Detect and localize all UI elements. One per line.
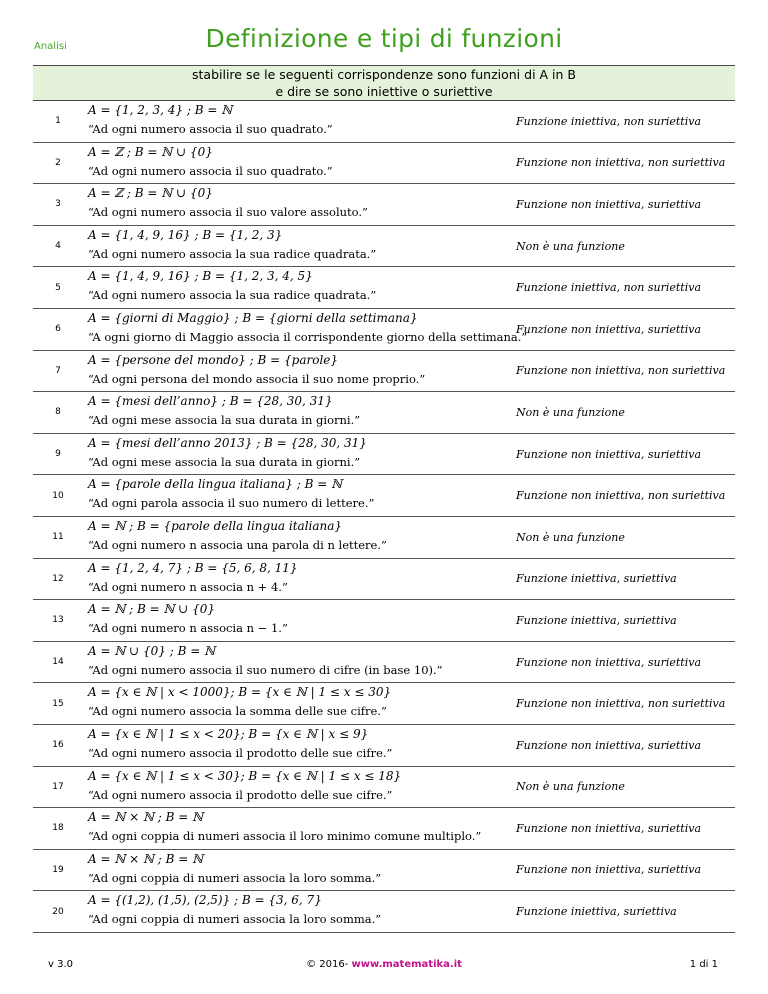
row-number: 11 bbox=[52, 532, 64, 543]
row-answer: Funzione non iniettiva, suriettiva bbox=[516, 655, 702, 669]
page-title: Definizione e tipi di funzioni bbox=[205, 24, 563, 53]
row-number: 2 bbox=[55, 157, 61, 168]
row-description: “Ad ogni numero n associa n − 1.” bbox=[88, 621, 288, 636]
table-row bbox=[33, 600, 735, 642]
row-description: “Ad ogni numero n associa una parola di n lettere.” bbox=[88, 537, 387, 552]
row-number: 17 bbox=[52, 781, 64, 792]
table-row bbox=[33, 475, 735, 517]
row-sets: A = {1, 2, 3, 4} ; B = ℕ bbox=[88, 103, 233, 117]
row-answer: Funzione non iniettiva, suriettiva bbox=[516, 863, 702, 877]
row-answer: Funzione non iniettiva, suriettiva bbox=[516, 447, 702, 461]
table-row bbox=[33, 267, 735, 309]
row-sets: A = ℕ ; B = ℕ ∪ {0} bbox=[88, 602, 216, 617]
row-answer: Funzione iniettiva, non suriettiva bbox=[516, 114, 702, 128]
row-sets: A = {mesi dell’anno} ; B = {28, 30, 31} bbox=[88, 394, 333, 409]
row-sets: A = {x ∈ ℕ | 1 ≤ x < 30}; B = {x ∈ ℕ | 1 ≤ x ≤ 18} bbox=[88, 768, 402, 783]
row-answer: Funzione iniettiva, suriettiva bbox=[516, 572, 677, 586]
table-row bbox=[33, 725, 735, 767]
table-heading bbox=[33, 65, 735, 101]
row-sets: A = {giorni di Maggio} ; B = {giorni della settimana} bbox=[88, 310, 418, 325]
row-sets: A = {x ∈ ℕ | x < 1000}; B = {x ∈ ℕ | 1 ≤ x ≤ 30} bbox=[88, 685, 392, 700]
row-description: “Ad ogni mese associa la sua durata in giorni.” bbox=[88, 454, 361, 469]
row-number: 13 bbox=[52, 615, 64, 626]
row-sets: A = {x ∈ ℕ | 1 ≤ x < 20}; B = {x ∈ ℕ | x ≤ 9} bbox=[88, 726, 369, 741]
row-number: 1 bbox=[55, 116, 61, 127]
page-number: 1 di 1 bbox=[689, 959, 718, 970]
copyright-text: © 2016- bbox=[306, 959, 349, 970]
row-answer: Non è una funzione bbox=[516, 239, 625, 253]
row-sets: A = ℤ ; B = ℕ ∪ {0} bbox=[88, 144, 213, 159]
row-number: 18 bbox=[52, 823, 64, 834]
row-description: “Ad ogni parola associa il suo numero di lettere.” bbox=[88, 496, 375, 511]
table-row bbox=[33, 392, 735, 434]
table-row bbox=[33, 559, 735, 601]
table-row bbox=[33, 767, 735, 809]
table-row bbox=[33, 101, 735, 143]
row-answer: Funzione non iniettiva, suriettiva bbox=[516, 322, 702, 336]
row-sets: A = ℕ × ℕ ; B = ℕ bbox=[88, 851, 204, 866]
row-answer: Non è una funzione bbox=[516, 530, 625, 544]
version-label: v 3.0 bbox=[48, 959, 73, 970]
row-description: “Ad ogni numero associa la somma delle sue cifre.” bbox=[88, 704, 387, 719]
row-answer: Funzione non iniettiva, non suriettiva bbox=[516, 489, 726, 503]
section-label: Analisi bbox=[34, 41, 67, 52]
row-sets: A = {(1,2), (1,5), (2,5)} ; B = {3, 6, 7} bbox=[88, 893, 322, 908]
row-description: “A ogni giorno di Maggio associa il corrispondente giorno della settimana.” bbox=[88, 329, 528, 344]
table-row bbox=[33, 351, 735, 393]
table-row bbox=[33, 184, 735, 226]
row-sets: A = {1, 4, 9, 16} ; B = {1, 2, 3, 4, 5} bbox=[88, 269, 313, 284]
row-sets: A = ℕ × ℕ ; B = ℕ bbox=[88, 810, 204, 825]
row-description: “Ad ogni numero associa il prodotto delle sue cifre.” bbox=[88, 787, 393, 802]
row-description: “Ad ogni numero associa il suo quadrato.” bbox=[88, 163, 333, 178]
table-body bbox=[33, 101, 735, 933]
row-number: 16 bbox=[52, 740, 64, 751]
row-sets: A = {parole della lingua italiana} ; B = ℕ bbox=[88, 477, 343, 492]
row-answer: Funzione non iniettiva, non suriettiva bbox=[516, 364, 726, 378]
row-description: “Ad ogni numero n associa n + 4.” bbox=[88, 579, 288, 594]
row-sets: A = ℕ ∪ {0} ; B = ℕ bbox=[88, 643, 216, 658]
row-description: “Ad ogni persona del mondo associa il suo nome proprio.” bbox=[88, 371, 426, 386]
heading-line-2: e dire se sono iniettive o suriettive bbox=[275, 84, 493, 99]
row-answer: Non è una funzione bbox=[516, 405, 625, 419]
row-description: “Ad ogni coppia di numeri associa la loro somma.” bbox=[88, 912, 382, 927]
table-row bbox=[33, 891, 735, 933]
row-sets: A = {persone del mondo} ; B = {parole} bbox=[88, 352, 339, 367]
row-answer: Funzione iniettiva, suriettiva bbox=[516, 905, 677, 919]
row-answer: Funzione non iniettiva, non suriettiva bbox=[516, 697, 726, 711]
table-row bbox=[33, 517, 735, 559]
row-description: “Ad ogni numero associa la sua radice quadrata.” bbox=[88, 246, 377, 261]
row-number: 8 bbox=[55, 407, 61, 418]
row-number: 12 bbox=[52, 573, 64, 584]
site-link[interactable]: www.matematika.it bbox=[351, 959, 462, 970]
row-number: 15 bbox=[52, 698, 64, 709]
row-answer: Funzione non iniettiva, suriettiva bbox=[516, 197, 702, 211]
row-number: 10 bbox=[52, 490, 64, 501]
table-row bbox=[33, 683, 735, 725]
row-description: “Ad ogni coppia di numeri associa la loro somma.” bbox=[88, 870, 382, 885]
table-row bbox=[33, 808, 735, 850]
row-description: “Ad ogni numero associa il suo valore assoluto.” bbox=[88, 205, 368, 220]
row-number: 20 bbox=[52, 906, 64, 917]
row-answer: Funzione iniettiva, non suriettiva bbox=[516, 281, 702, 295]
row-number: 9 bbox=[55, 449, 61, 460]
row-description: “Ad ogni numero associa la sua radice quadrata.” bbox=[88, 288, 377, 303]
row-answer: Funzione non iniettiva, suriettiva bbox=[516, 738, 702, 752]
row-answer: Funzione non iniettiva, suriettiva bbox=[516, 821, 702, 835]
exercise-table bbox=[33, 65, 735, 933]
row-sets: A = ℤ ; B = ℕ ∪ {0} bbox=[88, 186, 213, 201]
row-description: “Ad ogni numero associa il suo numero di cifre (in base 10).” bbox=[88, 662, 443, 677]
row-answer: Funzione non iniettiva, non suriettiva bbox=[516, 156, 726, 170]
row-description: “Ad ogni coppia di numeri associa il loro minimo comune multiplo.” bbox=[88, 829, 482, 844]
table-row bbox=[33, 850, 735, 892]
row-number: 5 bbox=[55, 282, 61, 293]
row-description: “Ad ogni mese associa la sua durata in giorni.” bbox=[88, 413, 361, 428]
row-number: 3 bbox=[55, 199, 61, 210]
copyright bbox=[0, 959, 768, 970]
table-row bbox=[33, 309, 735, 351]
row-description: “Ad ogni numero associa il prodotto delle sue cifre.” bbox=[88, 745, 393, 760]
row-sets: A = {1, 2, 4, 7} ; B = {5, 6, 8, 11} bbox=[88, 560, 298, 575]
row-sets: A = ℕ ; B = {parole della lingua italiana} bbox=[88, 518, 343, 533]
table-row bbox=[33, 434, 735, 476]
row-sets: A = {mesi dell’anno 2013} ; B = {28, 30, 31} bbox=[88, 435, 367, 450]
table-row bbox=[33, 642, 735, 684]
row-answer: Funzione iniettiva, suriettiva bbox=[516, 613, 677, 627]
row-number: 4 bbox=[55, 241, 61, 252]
row-number: 14 bbox=[52, 657, 64, 668]
row-description: “Ad ogni numero associa il suo quadrato.” bbox=[88, 122, 333, 136]
table-row bbox=[33, 143, 735, 185]
row-number: 7 bbox=[55, 365, 61, 376]
row-number: 19 bbox=[52, 864, 64, 875]
row-answer: Non è una funzione bbox=[516, 780, 625, 794]
heading-line-1: stabilire se le seguenti corrispondenze sono funzioni di A in B bbox=[192, 67, 576, 82]
table-row bbox=[33, 226, 735, 268]
row-sets: A = {1, 4, 9, 16} ; B = {1, 2, 3} bbox=[88, 227, 283, 242]
row-number: 6 bbox=[55, 324, 61, 335]
